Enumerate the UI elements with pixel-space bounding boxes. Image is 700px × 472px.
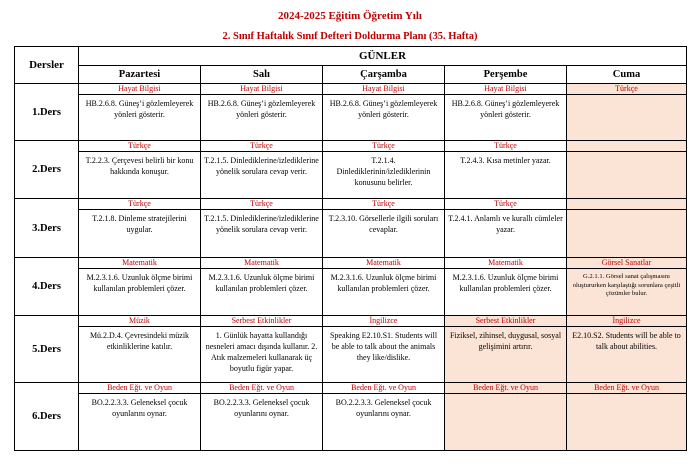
lesson-row <box>15 316 687 383</box>
subject-label: Türkçe <box>201 141 322 152</box>
objective-text: Mü.2.D.4. Çevresindeki müzik etkinliklerine katılır. <box>89 331 190 351</box>
weekly-plan-table <box>14 46 687 451</box>
objective-text: T.2.4.1. Anlamlı ve kurallı cümleler yazar. <box>448 214 563 234</box>
plan-cell <box>567 199 687 258</box>
plan-cell <box>445 84 567 141</box>
subject-label: Serbest Etkinlikler <box>201 316 322 327</box>
lesson-row <box>15 199 687 258</box>
plan-cell <box>201 383 323 451</box>
plan-cell <box>445 316 567 383</box>
lesson-row <box>15 383 687 451</box>
lesson-row <box>15 141 687 199</box>
subject-label: Görsel Sanatlar <box>567 258 686 269</box>
lesson-row <box>15 258 687 316</box>
document-subtitle: 2. Sınıf Haftalık Sınıf Defteri Doldurma Planı (35. Hafta) <box>222 31 478 42</box>
objective-text: T.2.1.5. Dinlediklerine/izlediklerine yönelik sorulara cevap verir. <box>204 214 319 234</box>
plan-cell <box>323 383 445 451</box>
plan-cell <box>79 84 201 141</box>
objective-text <box>567 394 686 400</box>
objective-text: M.2.3.1.6. Uzunluk ölçme birimi kullanılan problemleri çözer. <box>452 273 559 293</box>
lesson-label: 1.Ders <box>15 84 79 141</box>
objective-text: M.2.3.1.6. Uzunluk ölçme birimi kullanılan problemleri çözer. <box>208 273 315 293</box>
plan-cell <box>567 316 687 383</box>
subject-label <box>567 199 686 210</box>
objective-text: T.2.1.8. Dinleme stratejilerini uygular. <box>92 214 187 234</box>
day-header-0: Pazartesi <box>79 66 201 84</box>
plan-cell <box>201 199 323 258</box>
subject-label: Türkçe <box>201 199 322 210</box>
plan-cell <box>445 199 567 258</box>
subject-label: Matematik <box>201 258 322 269</box>
subject-label: Türkçe <box>79 199 200 210</box>
plan-cell <box>567 141 687 199</box>
objective-text: HB.2.6.8. Güneş’i gözlemleyerek yönleri gösterir. <box>451 99 560 119</box>
plan-cell <box>201 141 323 199</box>
subject-label: Beden Eğt. ve Oyun <box>323 383 444 394</box>
lesson-row <box>15 84 687 141</box>
subject-label: Türkçe <box>445 199 566 210</box>
plan-cell <box>445 141 567 199</box>
objective-text: BO.2.2.3.3. Geleneksel çocuk oyunlarını oynar. <box>213 398 310 418</box>
subject-label: Türkçe <box>445 141 566 152</box>
subject-label: Matematik <box>445 258 566 269</box>
subject-label: Hayat Bilgisi <box>201 84 322 95</box>
objective-text: T.2.4.3. Kısa metinler yazar. <box>460 156 551 165</box>
subject-label <box>567 141 686 152</box>
objective-text: HB.2.6.8. Güneş’i gözlemleyerek yönleri gösterir. <box>207 99 316 119</box>
objective-text: BO.2.2.3.3. Geleneksel çocuk oyunlarını oynar. <box>335 398 432 418</box>
plan-cell <box>79 199 201 258</box>
subject-label: Türkçe <box>79 141 200 152</box>
plan-cell <box>79 383 201 451</box>
objective-text <box>567 210 686 216</box>
objective-text: BO.2.2.3.3. Geleneksel çocuk oyunlarını oynar. <box>91 398 188 418</box>
document-title: 2024-2025 Eğitim Öğretim Yılı <box>278 10 422 22</box>
objective-text: E2.10.S2. Students will be able to talk about abilities. <box>572 331 681 351</box>
day-header-4: Cuma <box>567 66 687 84</box>
subject-label: Beden Eğt. ve Oyun <box>79 383 200 394</box>
plan-cell <box>323 141 445 199</box>
subject-label: Türkçe <box>567 84 686 95</box>
lesson-label: 3.Ders <box>15 199 79 258</box>
plan-cell <box>201 258 323 316</box>
lesson-label: 5.Ders <box>15 316 79 383</box>
subject-label: Türkçe <box>323 199 444 210</box>
subject-label: Türkçe <box>323 141 444 152</box>
plan-cell <box>201 316 323 383</box>
plan-cell <box>79 316 201 383</box>
plan-cell <box>567 84 687 141</box>
subject-label: Beden Eğt. ve Oyun <box>445 383 566 394</box>
day-header-2: Çarşamba <box>323 66 445 84</box>
subject-label: Hayat Bilgisi <box>79 84 200 95</box>
plan-cell <box>323 316 445 383</box>
subject-label: Matematik <box>323 258 444 269</box>
plan-cell <box>567 383 687 451</box>
dersler-header: Dersler <box>15 47 79 84</box>
subject-label: İngilizce <box>567 316 686 327</box>
lesson-label: 6.Ders <box>15 383 79 451</box>
plan-cell <box>323 258 445 316</box>
objective-text: Speaking E2.10.S1. Students will be able to talk about the animals they like/dislike. <box>329 331 438 362</box>
subject-label: Hayat Bilgisi <box>445 84 566 95</box>
objective-text: G.2.1.1. Görsel sanat çalışmasını oluştururken karşılaştığı sorunlara çeşitli çözümler bulur. <box>572 273 681 297</box>
objective-text: T.2.1.5. Dinlediklerine/izlediklerine yönelik sorulara cevap verir. <box>204 156 319 176</box>
plan-cell <box>79 141 201 199</box>
objective-text: 1. Günlük hayatta kullandığı nesneleri amacı dışında kullanır. 2. Atık malzemeleri kullanarak üç boyutlu figür yapar. <box>205 331 318 373</box>
objective-text: HB.2.6.8. Güneş’i gözlemleyerek yönleri gösterir. <box>85 99 194 119</box>
plan-cell <box>567 258 687 316</box>
lesson-label: 4.Ders <box>15 258 79 316</box>
objective-text: T.2.1.4. Dinlediklerinin/izlediklerinin konusunu belirler. <box>336 156 431 187</box>
plan-cell <box>323 84 445 141</box>
subject-label: İngilizce <box>323 316 444 327</box>
subject-label: Serbest Etkinlikler <box>445 316 566 327</box>
objective-text <box>567 152 686 158</box>
objective-text: M.2.3.1.6. Uzunluk ölçme birimi kullanılan problemleri çözer. <box>86 273 193 293</box>
plan-cell <box>323 199 445 258</box>
objective-text: T.2.2.3. Çerçevesi belirli bir konu hakkında konuşur. <box>85 156 194 176</box>
subject-label: Beden Eğt. ve Oyun <box>567 383 686 394</box>
plan-cell <box>445 383 567 451</box>
day-header-1: Salı <box>201 66 323 84</box>
plan-cell <box>201 84 323 141</box>
objective-text: M.2.3.1.6. Uzunluk ölçme birimi kullanılan problemleri çözer. <box>330 273 437 293</box>
objective-text <box>445 394 566 400</box>
objective-text: Fiziksel, zihinsel, duygusal, sosyal gelişimini artırır. <box>449 331 562 351</box>
objective-text: HB.2.6.8. Güneş’i gözlemleyerek yönleri gösterir. <box>329 99 438 119</box>
day-header-3: Perşembe <box>445 66 567 84</box>
gunler-header: GÜNLER <box>79 47 687 66</box>
objective-text: T.2.3.10. Görsellerle ilgili soruları cevaplar. <box>328 214 439 234</box>
subject-label: Hayat Bilgisi <box>323 84 444 95</box>
subject-label: Matematik <box>79 258 200 269</box>
objective-text <box>567 95 686 101</box>
subject-label: Müzik <box>79 316 200 327</box>
lesson-label: 2.Ders <box>15 141 79 199</box>
subject-label: Beden Eğt. ve Oyun <box>201 383 322 394</box>
plan-cell <box>445 258 567 316</box>
plan-cell <box>79 258 201 316</box>
